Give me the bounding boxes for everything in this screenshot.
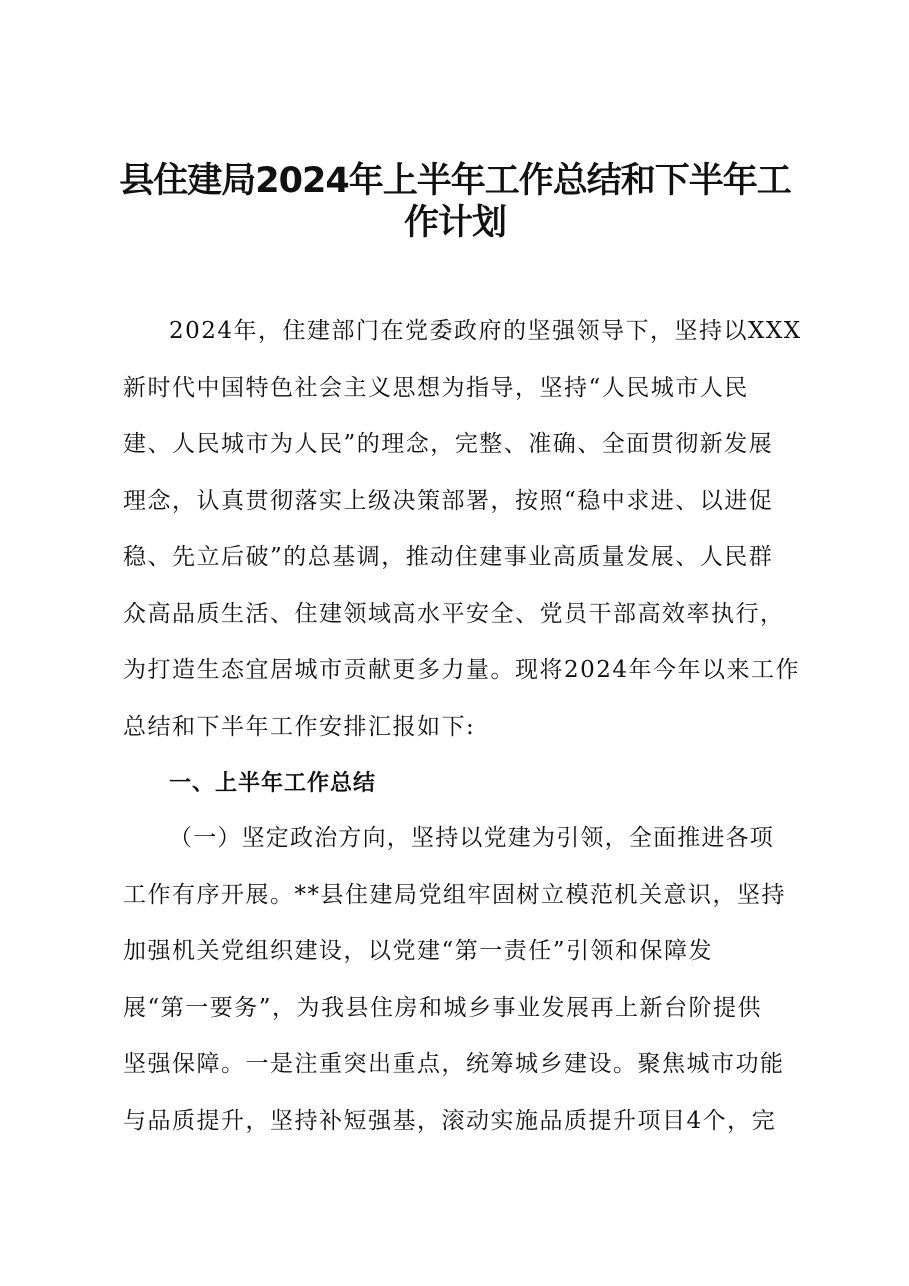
- paragraph-line: 理念，认真贯彻落实上级决策部署，按照“稳中求进、以进促: [123, 487, 774, 514]
- paragraph-line: 建、人民城市为人民”的理念，完整、准确、全面贯彻新发展: [123, 431, 774, 457]
- paragraph-line: 与品质提升，坚持补短强基，滚动实施品质提升项目4个，完: [123, 1107, 777, 1134]
- paragraph-line: 工作有序开展。**县住建局党组牢固树立模范机关意识，坚持: [123, 881, 786, 908]
- paragraph-line: 加强机关党组织建设，以党建“第一责任”引领和保障发: [123, 938, 714, 964]
- intro-paragraph: [123, 303, 803, 755]
- paragraph-line: 为打造生态宜居城市贡献更多力量。现将2024年今年以来工作: [123, 657, 801, 683]
- paragraph-line: 展“第一要务”，为我县住房和城乡事业发展再上新台阶提供: [123, 994, 763, 1021]
- subsection-paragraph: [123, 810, 803, 1149]
- paragraph-line: （一）坚定政治方向，坚持以党建为引领，全面推进各项: [169, 825, 774, 851]
- document-title-line-1: 县住建局2024年上半年工作总结和下半年工: [119, 161, 791, 201]
- paragraph-line: 众高品质生活、住建领域高水平安全、党员干部高效率执行，: [123, 600, 785, 627]
- paragraph-line: 坚强保障。一是注重突出重点，统筹城乡建设。聚焦城市功能: [123, 1051, 785, 1077]
- paragraph-line: 2024年，住建部门在党委政府的坚强领导下，坚持以XXX: [169, 318, 802, 344]
- paragraph-line: 总结和下半年工作安排汇报如下:: [123, 713, 476, 740]
- paragraph-line: 稳、先立后破”的总基调，推动住建事业高质量发展、人民群: [123, 544, 774, 570]
- paragraph-line: 新时代中国特色社会主义思想为指导，坚持“人民城市人民: [123, 374, 749, 401]
- section-heading: 一、上半年工作总结: [169, 771, 377, 796]
- document-title-line-2: 作计划: [403, 203, 506, 243]
